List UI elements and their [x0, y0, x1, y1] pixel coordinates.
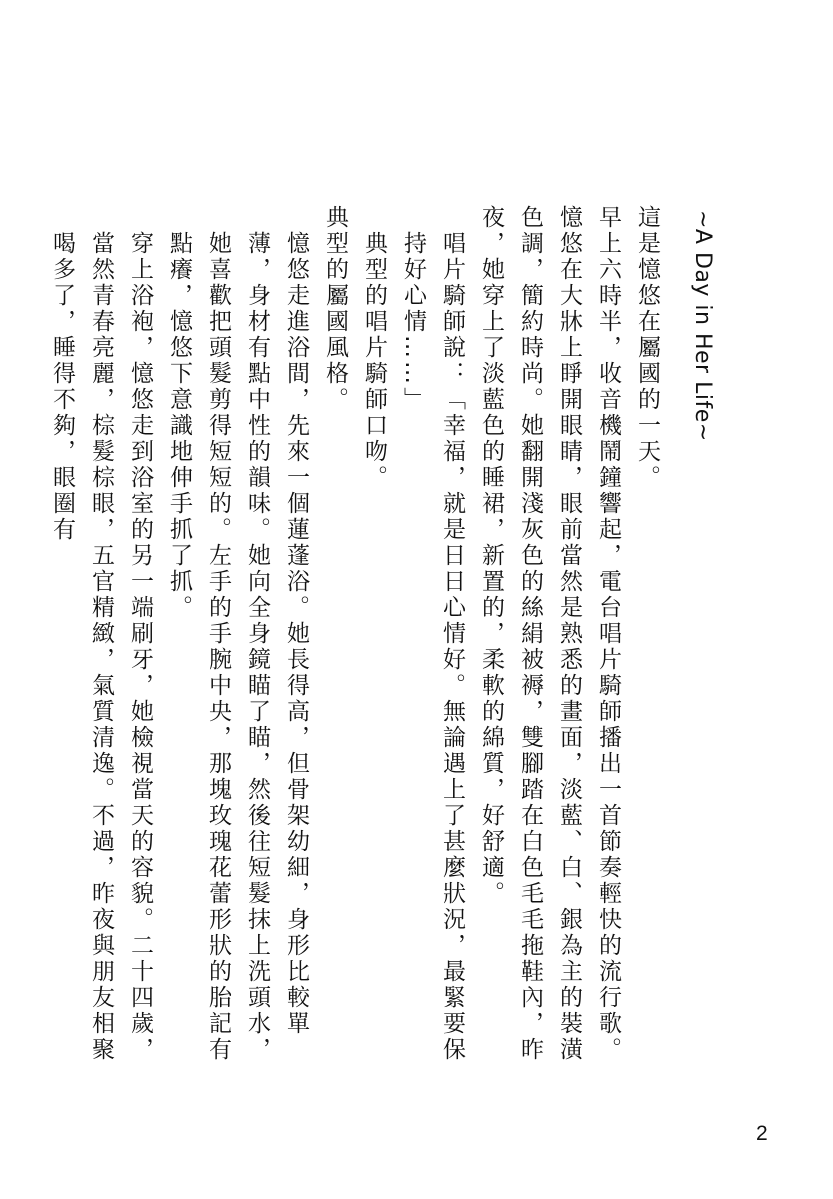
paragraph-1: 這是憶悠在屬國的一天。	[634, 205, 660, 491]
paragraph-7: 憶悠走進浴間，先來一個蓮蓬浴。她長得高，但骨架幼細，身形比較單薄，身材有點中性的韻味。她向全身鏡瞄了瞄，然後往短髮抹上洗頭水，她喜歡把頭髮剪得短短的。左手的手腕中央，那塊玫瑰花蕾形狀的胎記有點癢，憶悠下意識地伸手抓了抓。	[166, 231, 309, 1064]
paragraph-8: 穿上浴袍，憶悠走到浴室的另一端刷牙，她檢視當天的容貌。二十四歲，當然青春亮麗，棕髮棕眼，五官精緻，氣質清逸。不過，昨夜與朋友相聚喝多了，睡得不夠，眼圈有	[49, 231, 153, 1064]
chapter-title: ~A Day in Her Life~	[690, 210, 715, 442]
body-text	[42, 205, 705, 1085]
paragraph-2: 早上六時半，收音機鬧鐘響起，電台唱片騎師播出一首節奏輕快的流行歌。	[595, 205, 621, 1063]
title-gap	[666, 205, 705, 1085]
paragraph-5: 典型的唱片騎師口吻。	[361, 231, 387, 492]
paragraph-6: 典型的屬國風格。	[322, 205, 348, 413]
page-number: 2	[756, 1122, 768, 1145]
paragraph-3: 憶悠在大牀上睜開眼睛，眼前當然是熟悉的畫面，淡藍、白、銀為主的裝潢色調，簡約時尚。她翻開淺灰色的絲絹被褥，雙腳踏在白色毛毛拖鞋內，昨夜，她穿上了淡藍色的睡裙，新置的，柔軟的綿質，好舒適。	[478, 205, 582, 1063]
paragraph-4: 唱片騎師說：「幸福，就是日日心情好。無論遇上了甚麼狀況，最緊要保持好心情……」	[400, 231, 465, 1064]
